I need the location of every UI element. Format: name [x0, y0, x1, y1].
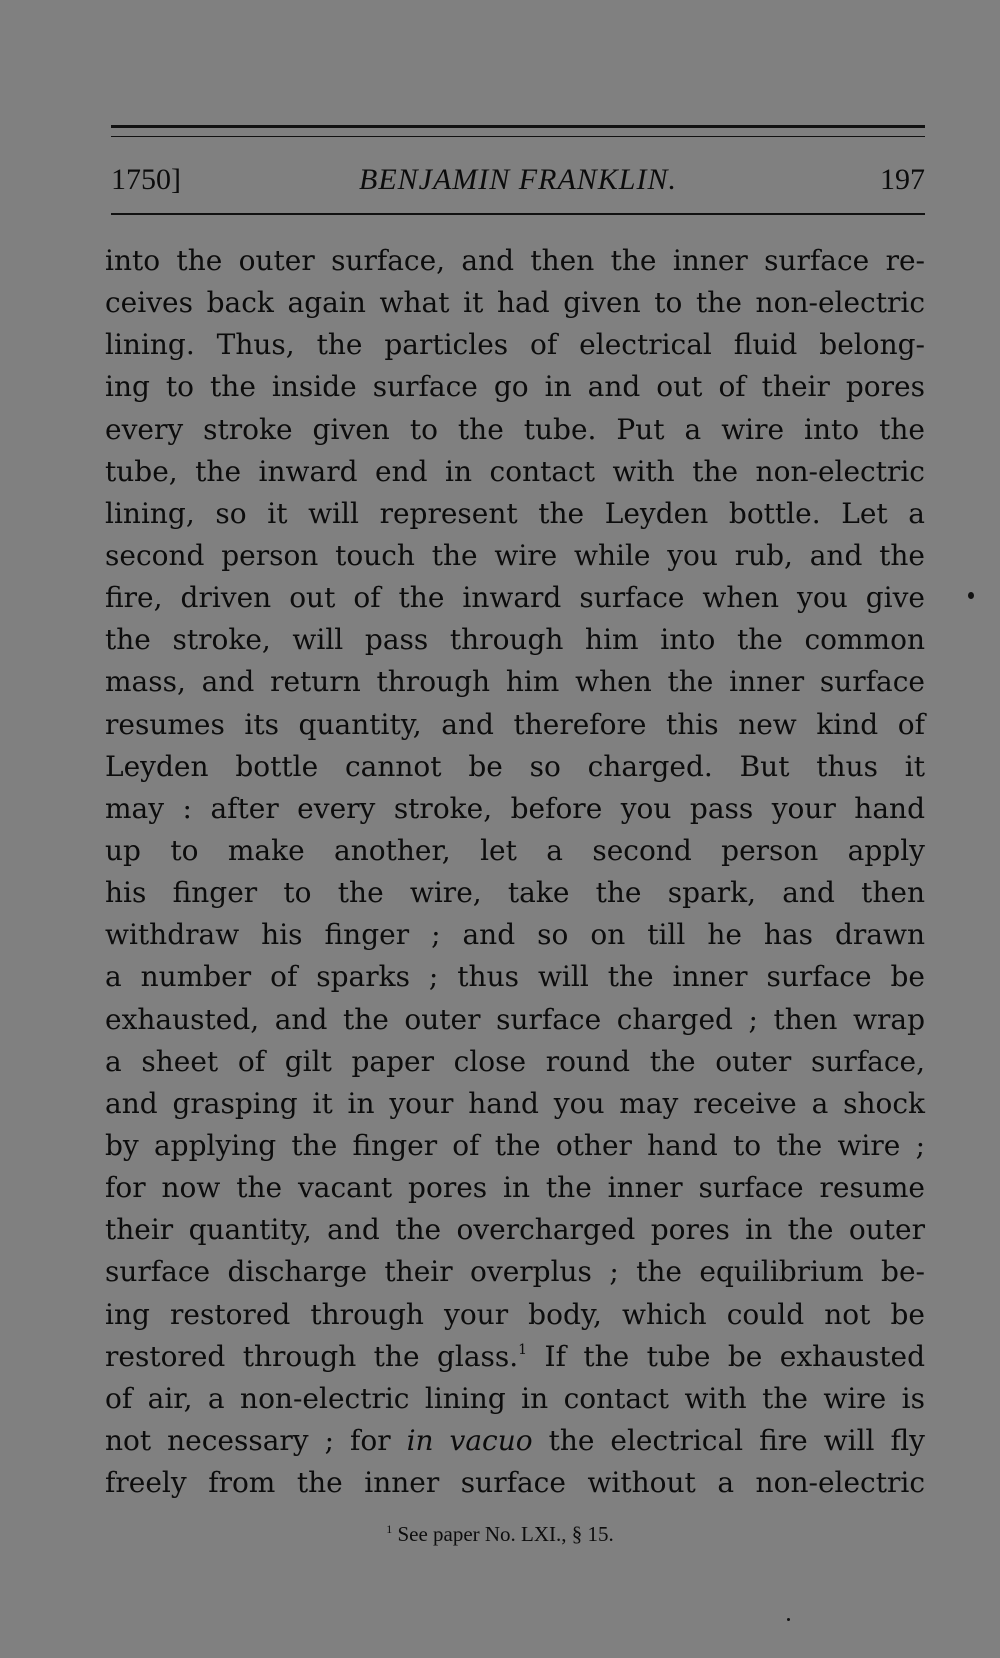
text-line: Leyden bottle cannot be so charged. But thus it [105, 749, 925, 783]
text-line: a sheet of gilt paper close round the outer surface, [105, 1044, 925, 1078]
text-line: ing to the inside surface go in and out of their pores [105, 370, 925, 404]
text-line: lining, so it will represent the Leyden bottle. Let a [105, 496, 925, 530]
text-fragment: not necessary ; for [105, 1423, 407, 1457]
text-line: their quantity, and the overcharged pores in the outer [105, 1213, 925, 1247]
footnote [0, 1520, 1000, 1548]
text-line: a number of sparks ; thus will the inner surface be [105, 960, 925, 994]
text-line: for now the vacant pores in the inner surface resume [105, 1171, 925, 1205]
text-line: tube, the inward end in contact with the non-electric [105, 454, 925, 488]
body-text [105, 240, 925, 1504]
text-line: into the outer surface, and then the inner surface re- [105, 244, 925, 277]
text-fragment: restored through the glass. [105, 1339, 519, 1373]
text-line: ceives back again what it had given to the non-electric [105, 286, 925, 320]
text-line: fire, driven out of the inward surface when you give [105, 581, 925, 615]
text-line: surface discharge their overplus ; the equilibrium be- [105, 1255, 925, 1289]
text-line: lining. Thus, the particles of electrical fluid belong- [105, 328, 925, 362]
text-line: freely from the inner surface without a non-electric [105, 1466, 925, 1500]
text-line: ing restored through your body, which could not be [105, 1297, 925, 1331]
header-rule-thick [111, 125, 925, 128]
footnote-mark: 1 [386, 1522, 393, 1536]
header-rule-thin [111, 136, 925, 137]
ink-speck [787, 1618, 790, 1621]
text-line: by applying the finger of the other hand to the wire ; [105, 1128, 925, 1162]
header-underline [111, 213, 925, 215]
footnote-text: See paper No. LXI., § 15. [392, 1522, 614, 1546]
footnote-reference: 1 [518, 1341, 528, 1358]
text-line: the stroke, will pass through him into the common [105, 623, 925, 657]
header-title: BENJAMIN FRANKLIN. [359, 163, 677, 196]
text-line: second person touch the wire while you rub, and the [105, 538, 925, 572]
text-line-with-footnote-ref [105, 1336, 925, 1378]
text-line: exhausted, and the outer surface charged ; then wrap [105, 1002, 925, 1036]
text-fragment: If the tube be exhausted [527, 1339, 925, 1373]
page-number: 197 [880, 163, 925, 196]
text-line: resumes its quantity, and therefore this new kind of [105, 707, 925, 741]
italic-phrase: in vacuo [406, 1423, 533, 1457]
running-header [111, 160, 925, 200]
text-line: withdraw his finger ; and so on till he has drawn [105, 918, 925, 952]
text-line: every stroke given to the tube. Put a wire into the [105, 412, 925, 446]
text-line: and grasping it in your hand you may receive a shock [105, 1086, 925, 1120]
text-line: may : after every stroke, before you pass your hand [105, 791, 925, 825]
text-line: up to make another, let a second person apply [105, 833, 925, 867]
text-line-with-italic [105, 1420, 925, 1462]
text-line: mass, and return through him when the inner surface [105, 665, 925, 699]
ink-speck [968, 592, 974, 599]
text-fragment: the electrical fire will fly [532, 1423, 925, 1457]
text-line: of air, a non-electric lining in contact with the wire is [105, 1381, 925, 1415]
text-line: his finger to the wire, take the spark, and then [105, 876, 925, 910]
header-year: 1750] [111, 163, 181, 196]
